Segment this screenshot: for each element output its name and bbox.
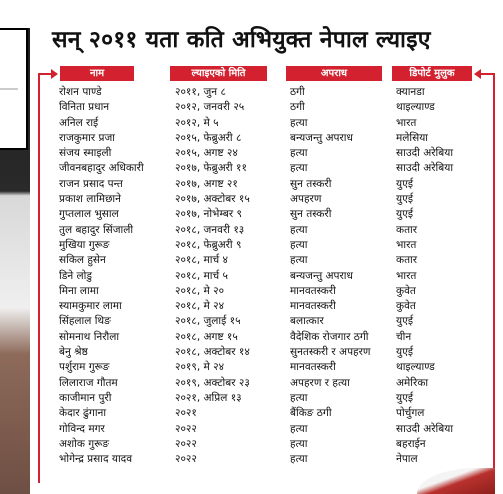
cell-crime: हत्या [290, 147, 308, 160]
cell-name: अशोक गुरूङ [59, 437, 110, 450]
column-header-name: नाम [60, 66, 134, 81]
column-header-country: डिपोर्ट मुलुक [392, 66, 472, 81]
cell-date: २०१८, अक्टोबर १४ [175, 346, 250, 359]
cell-crime: हत्या [290, 391, 308, 404]
cell-name: संजय स्माइली [59, 147, 112, 160]
cell-crime: मानवतस्करी [290, 284, 336, 297]
cell-country: युएई [396, 193, 414, 206]
cell-date: २०२२ [175, 437, 197, 450]
cell-crime: हत्या [290, 162, 308, 175]
cell-date: २०१८, जुलाई १५ [175, 315, 241, 328]
cell-country: चीन [396, 330, 412, 343]
cell-name: गुप्तलाल भुसाल [59, 208, 119, 221]
cell-country: साउदी अरेबिया [396, 147, 454, 160]
cell-crime: मानवतस्करी [290, 300, 336, 313]
cell-name: सिंहलाल थिङ [59, 315, 111, 328]
cell-date: २०२२ [175, 453, 197, 466]
cell-crime: हत्या [290, 238, 308, 251]
cell-date: २०१२, मे ५ [175, 116, 219, 129]
cell-name: बेनु श्रेष्ठ [59, 346, 88, 359]
cell-date: २०२१ [175, 407, 197, 420]
cell-country: साउदी अरेबिया [396, 422, 454, 435]
table-row [0, 422, 503, 437]
corner-photo [417, 468, 495, 494]
table-row [0, 161, 503, 176]
cell-date: २०१५, अगष्ट २४ [175, 147, 238, 160]
table-row [0, 284, 503, 299]
table-row [0, 116, 503, 131]
table-row [0, 146, 503, 161]
cell-country: क्यानडा [396, 86, 425, 98]
cell-date: २०१२, जनवरी २५ [175, 101, 245, 114]
cell-crime: मानवतस्करी [290, 361, 336, 374]
table-row [0, 131, 503, 146]
cell-date: २०१८, मे २४ [175, 300, 225, 313]
cell-date: २०१७, नोभेम्बर ९ [175, 208, 242, 221]
cell-country: युएई [396, 346, 414, 359]
table-row [0, 406, 503, 421]
cell-name: विनिता प्रधान [59, 101, 110, 114]
table-row [0, 360, 503, 375]
cell-country: युएई [396, 208, 414, 221]
cell-crime: बैंकिङ ठगी [290, 407, 332, 420]
cell-country: थाइल्याण्ड [396, 361, 435, 374]
cell-name: प्रकाश लामिछाने [59, 193, 121, 206]
cell-date: २०१७, अक्टोबर १५ [175, 193, 250, 206]
table-body [0, 85, 503, 467]
table-row [0, 391, 503, 406]
cell-name: पर्शुराम गुरूङ [59, 361, 110, 374]
cell-date: २०११, जुन ८ [175, 86, 226, 98]
cell-country: कुवेत [396, 300, 416, 313]
cell-name: जीवनबहादुर अधिकारी [59, 162, 144, 175]
cell-date: २०१५, फेब्रुअरी ८ [175, 131, 242, 144]
cell-crime: हत्या [290, 223, 308, 236]
cell-date: २०१८, मे २० [175, 284, 225, 297]
cell-country: भारत [396, 269, 417, 282]
table-row [0, 192, 503, 207]
column-header-date: ल्याइएको मिति [170, 66, 267, 81]
cell-name: अनिल राई [59, 116, 99, 129]
column-header-crime: अपराध [286, 66, 382, 81]
cell-crime: हत्या [290, 437, 308, 450]
left-arrow-icon [51, 69, 58, 79]
cell-date: २०१७, फेब्रुअरी ११ [175, 162, 247, 175]
table-row [0, 223, 503, 238]
table-row [0, 299, 503, 314]
cell-crime: हत्या [290, 453, 308, 466]
left-bracket-top [38, 73, 52, 75]
table-row [0, 269, 503, 284]
cell-country: अमेरिका [396, 376, 429, 389]
cell-name: गोविन्द मगर [59, 422, 105, 435]
cell-name: डिने लोडु [59, 269, 92, 282]
cell-date: २०१८, फेब्रुअरी ९ [175, 238, 242, 251]
table-row [0, 345, 503, 360]
cell-crime: बन्यजन्तु अपराध [290, 269, 353, 282]
table-row [0, 253, 503, 268]
cell-country: कुवेत [396, 284, 416, 297]
table-row [0, 330, 503, 345]
table-row [0, 238, 503, 253]
cell-crime: बलात्कार [290, 315, 324, 328]
cell-name: राजन प्रसाद पन्त [59, 177, 123, 190]
cell-name: भोगेन्द्र प्रसाद यादव [59, 453, 133, 466]
cell-crime: सुनतस्करी र अपहरण [290, 346, 371, 359]
cell-country: कतार [396, 223, 418, 236]
table-row [0, 100, 503, 115]
table-row [0, 207, 503, 222]
cell-country: मलेसिया [396, 131, 429, 144]
cell-date: २०१८, मार्च ४ [175, 254, 228, 267]
cell-date: २०२१, अप्रिल १३ [175, 391, 242, 404]
cell-date: २०१८, अगष्ट १५ [175, 330, 238, 343]
cell-name: केदार ढुंगाना [59, 407, 107, 420]
headline: सन् २०११ यता कति अभियुक्त नेपाल ल्याइए [52, 27, 431, 53]
cell-name: सकिल हुसेन [59, 254, 106, 267]
right-arrow-icon [474, 69, 481, 79]
table-row [0, 437, 503, 452]
cell-country: युएई [396, 391, 414, 404]
cell-name: राजकुमार प्रजा [59, 131, 115, 144]
cell-country: साउदी अरेबिया [396, 162, 454, 175]
cell-name: काजीमान पुरी [59, 391, 112, 404]
right-bracket-top [480, 73, 494, 75]
cell-crime: बन्यजन्तु अपराध [290, 131, 353, 144]
cell-country: भारत [396, 116, 417, 129]
cell-country: पोर्चुगल [396, 407, 425, 420]
cell-date: २०१९, मे २४ [175, 361, 225, 374]
cell-crime: ठगी [290, 86, 305, 98]
cell-name: लिलाराज गौतम [59, 376, 118, 389]
cell-name: मिना लामा [59, 284, 99, 297]
cell-crime: सुन तस्करी [290, 177, 332, 190]
cell-crime: सुन तस्करी [290, 208, 332, 221]
cell-country: कतार [396, 254, 418, 267]
cell-crime: अपहरण र हत्या [290, 376, 350, 389]
cell-crime: वैदेशिक रोजगार ठगी [290, 330, 369, 343]
table-row [0, 452, 503, 467]
cell-country: युएई [396, 315, 414, 328]
cell-name: मुखिया गुरूङ [59, 238, 110, 251]
cell-country: थाइल्याण्ड [396, 101, 435, 114]
cell-crime: हत्या [290, 116, 308, 129]
cell-crime: अपहरण [290, 193, 322, 206]
table-row [0, 376, 503, 391]
table-row [0, 85, 503, 100]
cell-date: २०१७, अगष्ट २१ [175, 177, 238, 190]
cell-country: युएई [396, 177, 414, 190]
cell-country: नेपाल [396, 453, 418, 466]
cell-crime: हत्या [290, 254, 308, 267]
cell-name: रोशन पाण्डे [59, 86, 102, 98]
cell-country: बहराईन [396, 437, 426, 450]
cell-date: २०१९, अक्टोबर २३ [175, 376, 250, 389]
table-row [0, 177, 503, 192]
cell-name: सोमनाथ निरौला [59, 330, 120, 343]
cell-crime: ठगी [290, 101, 305, 114]
cell-name: तुल बहादुर सिंजाली [59, 223, 134, 236]
cell-date: २०१८, जनवरी १३ [175, 223, 245, 236]
table-row [0, 314, 503, 329]
cell-date: २०२२ [175, 422, 197, 435]
cell-crime: हत्या [290, 422, 308, 435]
cell-name: स्यामकुमार लामा [59, 300, 122, 313]
cell-country: भारत [396, 238, 417, 251]
cell-date: २०१८, मार्च ५ [175, 269, 228, 282]
